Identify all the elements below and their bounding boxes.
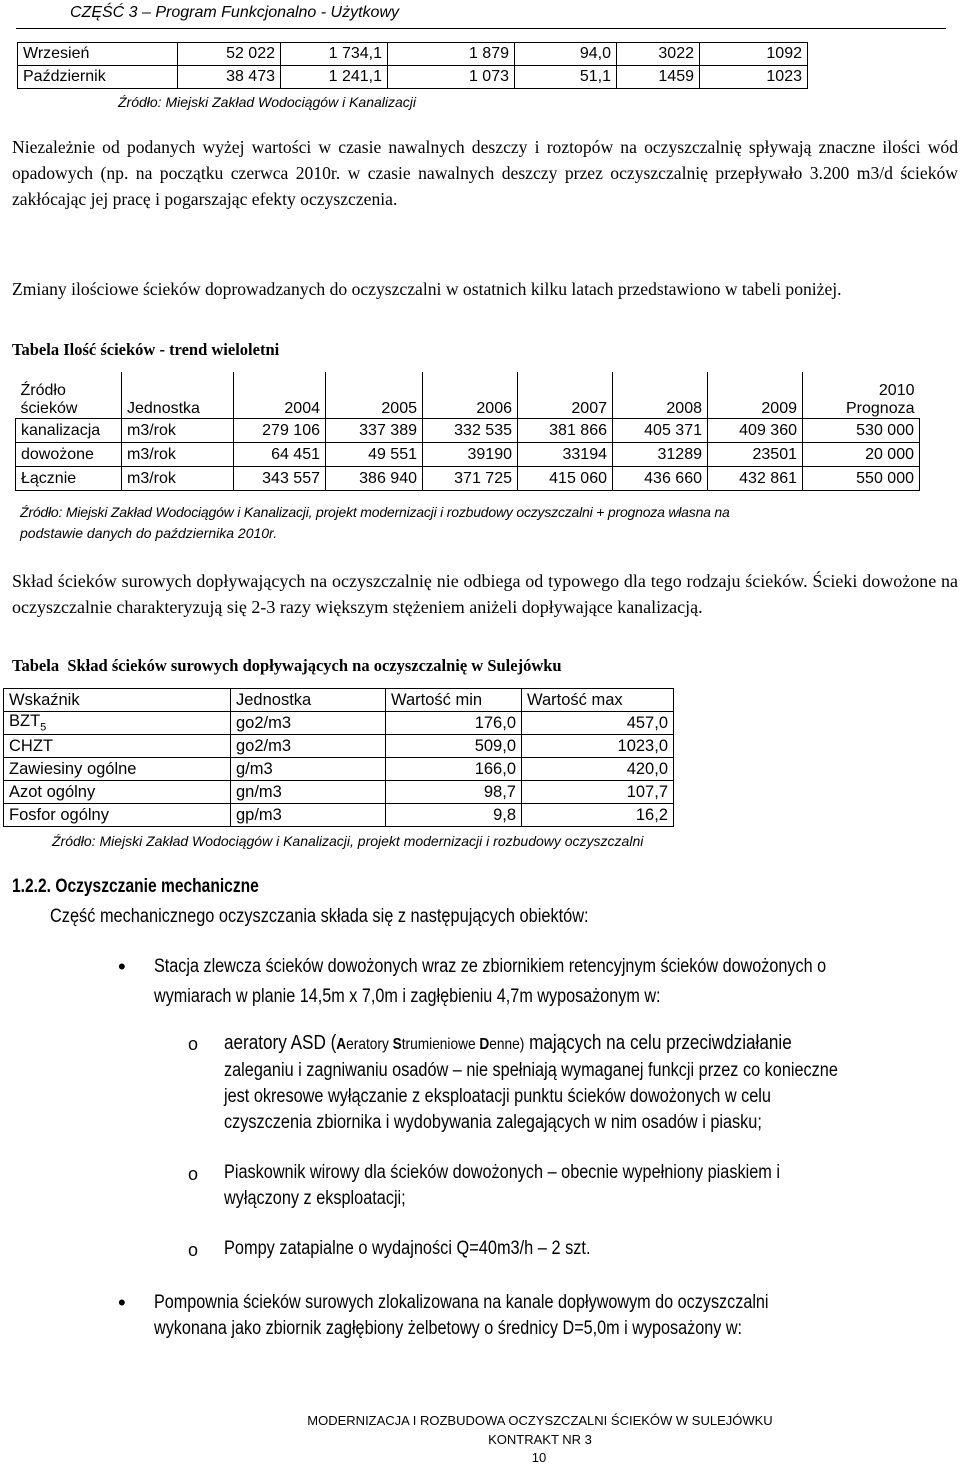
table-cell: kanalizacja [16, 419, 122, 443]
table-cell: 49 551 [326, 443, 423, 467]
page-number: 10 [531, 1450, 547, 1465]
footer-project: MODERNIZACJA I ROZBUDOWA OCZYSZCZALNI ŚCIEKÓW W SULEJÓWKU [307, 1413, 773, 1428]
table-row [4, 804, 674, 827]
source-line: Źródło: Miejski Zakład Wodociągów i Kanalizacji, projekt modernizacji i rozbudowy oczyszczalni + prognoza własna na [20, 504, 730, 520]
paragraph-quantity-changes: Zmiany ilościowe ścieków doprowadzanych do oczyszczalni w ostatnich kilku latach przedstawiono w tabeli poniżej. [12, 279, 842, 299]
table-cell: 1023,0 [522, 735, 674, 758]
text-run: trumieniowe [401, 1036, 480, 1053]
header-text: Prognoza [846, 400, 915, 417]
bullet-icon: • [118, 954, 126, 979]
text-run: A [336, 1036, 347, 1053]
column-header: 2008 [613, 372, 708, 419]
sub-item-grit-chamber [224, 1160, 780, 1212]
table-cell: m3/rok [122, 443, 234, 467]
table-cell: 1 073 [388, 66, 515, 89]
bullet-line: wykonana jako zbiornik zagłębiony żelbetowy o średnicy D=5,0m i wyposażony w: [154, 1318, 743, 1339]
table-cell: 371 725 [423, 467, 518, 491]
footer-contract: KONTRAKT NR 3 [488, 1432, 592, 1447]
column-header: 2009 [708, 372, 803, 419]
bullet-item-pumping-station [154, 1290, 769, 1342]
table-row [16, 419, 920, 443]
sub-item-pumps: Pompy zatapialne o wydajności Q=40m3/h – 2 szt. [224, 1238, 591, 1259]
header-text: Źródło [20, 382, 66, 399]
sub-line: czyszczenia zbiornika i wydobywania zalegających w nim osadów i piasku; [224, 1112, 762, 1133]
section-number: 1.2.2. [12, 876, 51, 897]
table-cell: 9,8 [386, 804, 522, 827]
table-cell: 176,0 [386, 712, 522, 735]
column-header: 2004 [234, 372, 326, 419]
table-cell: 51,1 [515, 66, 617, 89]
table-cell: 1092 [700, 43, 808, 66]
table-cell: 1 879 [388, 43, 515, 66]
table2-caption: Tabela Ilość ścieków - trend wieloletni [12, 340, 280, 359]
table-cell: 1 241,1 [281, 66, 388, 89]
bullet-item-collection-station [154, 954, 826, 1010]
table-cell: 415 060 [518, 467, 613, 491]
text-run: aeratory ASD ( [224, 1032, 337, 1054]
table-cell: 52 022 [178, 43, 281, 66]
table-cell: go2/m3 [231, 735, 386, 758]
column-header: Jednostka [231, 689, 386, 712]
sub-item-aerators [224, 1030, 957, 1136]
table-row [18, 43, 808, 66]
table-cell: 64 451 [234, 443, 326, 467]
table-cell: 337 389 [326, 419, 423, 443]
text-run: mających na celu przeciwdziałanie [524, 1032, 792, 1054]
column-header: 2007 [518, 372, 613, 419]
table-cell: m3/rok [122, 419, 234, 443]
table-cell: 1459 [617, 66, 700, 89]
column-header: Jednostka [122, 372, 234, 419]
table-cell: Wrzesień [18, 43, 178, 66]
header-text: 2010 [878, 382, 915, 399]
column-header: Wartość max [522, 689, 674, 712]
table-cell: 432 861 [708, 467, 803, 491]
table-row [4, 758, 674, 781]
table-cell: Zawiesiny ogólne [4, 758, 231, 781]
table-cell: 16,2 [522, 804, 674, 827]
text-run: eratory [346, 1036, 393, 1053]
column-header: Wskaźnik [4, 689, 231, 712]
header-text: ścieków [20, 400, 78, 417]
paragraph-stormwater: Niezależnie od podanych wyżej wartości w czasie nawalnych deszczy i roztopów na oczyszczalnię spływają znaczne ilości wód opadowych (np. na początku czerwca 2010r. w czasie nawalnych deszczy przez oczyszczalnię przepływało 3.200 m3/d ścieków zakłócając jej pracę i pogarszając efekty oczyszczenia. [12, 137, 958, 209]
circle-bullet-icon: o [188, 1240, 199, 1260]
bullet-line: Pompownia ścieków surowych zlokalizowana na kanale dopływowym do oczyszczalni [154, 1292, 769, 1313]
table-cell: m3/rok [122, 467, 234, 491]
circle-bullet-icon: o [188, 1164, 199, 1184]
sub-line: zaleganiu i zagniwaniu osadów – nie spełniają wymaganej funkcji przez co konieczne [224, 1060, 838, 1081]
table-cell: 343 557 [234, 467, 326, 491]
header-divider [16, 28, 946, 29]
monthly-flow-table [17, 42, 808, 89]
table-cell: 332 535 [423, 419, 518, 443]
table-cell: Październik [18, 66, 178, 89]
table-cell: 20 000 [803, 443, 920, 467]
bullet-icon: • [118, 1290, 126, 1315]
section-intro: Część mechanicznego oczyszczania składa się z następujących obiektów: [50, 906, 589, 927]
table-cell: gp/m3 [231, 804, 386, 827]
sub-line: wyłączony z eksploatacji; [224, 1188, 406, 1209]
table-cell: 38 473 [178, 66, 281, 89]
table-cell: 166,0 [386, 758, 522, 781]
column-header: 2005 [326, 372, 423, 419]
table-cell: 409 360 [708, 419, 803, 443]
table-cell [4, 712, 231, 735]
table-cell: 98,7 [386, 781, 522, 804]
table-cell: 39190 [423, 443, 518, 467]
table-cell: CHZT [4, 735, 231, 758]
table-cell: 405 371 [613, 419, 708, 443]
indicator-bzt-subscript: 5 [40, 721, 47, 734]
table-row [4, 712, 674, 735]
sub-line: jest okresowe wyłączanie z eksploatacji punktu ścieków dowożonych w celu [224, 1086, 771, 1107]
sub-line [224, 1030, 957, 1058]
table-row [16, 443, 920, 467]
text-run: enne) [489, 1036, 525, 1053]
table-cell: 530 000 [803, 419, 920, 443]
table-cell: 436 660 [613, 467, 708, 491]
table-cell: Łącznie [16, 467, 122, 491]
wastewater-trend-table [15, 372, 920, 491]
table-header-row [16, 372, 920, 419]
bullet-line: Stacja zlewcza ścieków dowożonych wraz ze zbiornikiem retencyjnym ścieków dowożonych o [154, 956, 827, 977]
table-cell: g/m3 [231, 758, 386, 781]
table-cell: 550 000 [803, 467, 920, 491]
column-header [803, 372, 920, 419]
column-header: Wartość min [386, 689, 522, 712]
table-row [18, 66, 808, 89]
table-cell: 33194 [518, 443, 613, 467]
table-cell: 3022 [617, 43, 700, 66]
composition-table [3, 688, 674, 827]
paragraph-composition: Skład ścieków surowych dopływających na oczyszczalnię nie odbiega od typowego dla tego rodzaju ścieków. Ścieki dowożone na oczyszczalnie charakteryzują się 2-3 razy większym stężeniem aniżeli dopływające kanalizacją. [12, 571, 958, 617]
table-cell: dowożone [16, 443, 122, 467]
table-cell: 381 866 [518, 419, 613, 443]
table-cell: 457,0 [522, 712, 674, 735]
table2-source [20, 502, 960, 544]
table-cell: 509,0 [386, 735, 522, 758]
section-heading [12, 876, 259, 898]
table-cell: 386 940 [326, 467, 423, 491]
circle-bullet-icon: o [188, 1034, 199, 1054]
table-cell: 1 734,1 [281, 43, 388, 66]
table3-caption: Tabela Skład ścieków surowych dopływających na oczyszczalnię w Sulejówku [12, 656, 562, 675]
table-cell: Fosfor ogólny [4, 804, 231, 827]
source-line: podstawie danych do października 2010r. [20, 525, 278, 541]
column-header: 2006 [423, 372, 518, 419]
table-row [4, 735, 674, 758]
sub-line: Piaskownik wirowy dla ścieków dowożonych – obecnie wypełniony piaskiem i [224, 1162, 780, 1183]
bullet-line: wymiarach w planie 14,5m x 7,0m i zagłębieniu 4,7m wyposażonym w: [154, 986, 661, 1007]
table-cell: 1023 [700, 66, 808, 89]
column-header [16, 372, 122, 419]
indicator-bzt: BZT [9, 712, 41, 731]
table-cell: 94,0 [515, 43, 617, 66]
table1-source: Źródło: Miejski Zakład Wodociągów i Kanalizacji [118, 94, 417, 110]
table-cell: 23501 [708, 443, 803, 467]
table-header-row [4, 689, 674, 712]
table-cell: Azot ogólny [4, 781, 231, 804]
table-cell: 107,7 [522, 781, 674, 804]
table-row [4, 781, 674, 804]
section-title: Oczyszczanie mechaniczne [55, 876, 259, 897]
table-cell: 420,0 [522, 758, 674, 781]
table-cell: go2/m3 [231, 712, 386, 735]
text-run: S [392, 1036, 402, 1053]
table-cell: 279 106 [234, 419, 326, 443]
text-run: D [479, 1036, 490, 1053]
table-cell: gn/m3 [231, 781, 386, 804]
table3-source: Źródło: Miejski Zakład Wodociągów i Kanalizacji, projekt modernizacji i rozbudowy oczyszczalni [52, 833, 644, 849]
page-header-title: CZĘŚĆ 3 – Program Funkcjonalno - Użytkowy [70, 4, 399, 21]
table-cell: 31289 [613, 443, 708, 467]
table-row [16, 467, 920, 491]
